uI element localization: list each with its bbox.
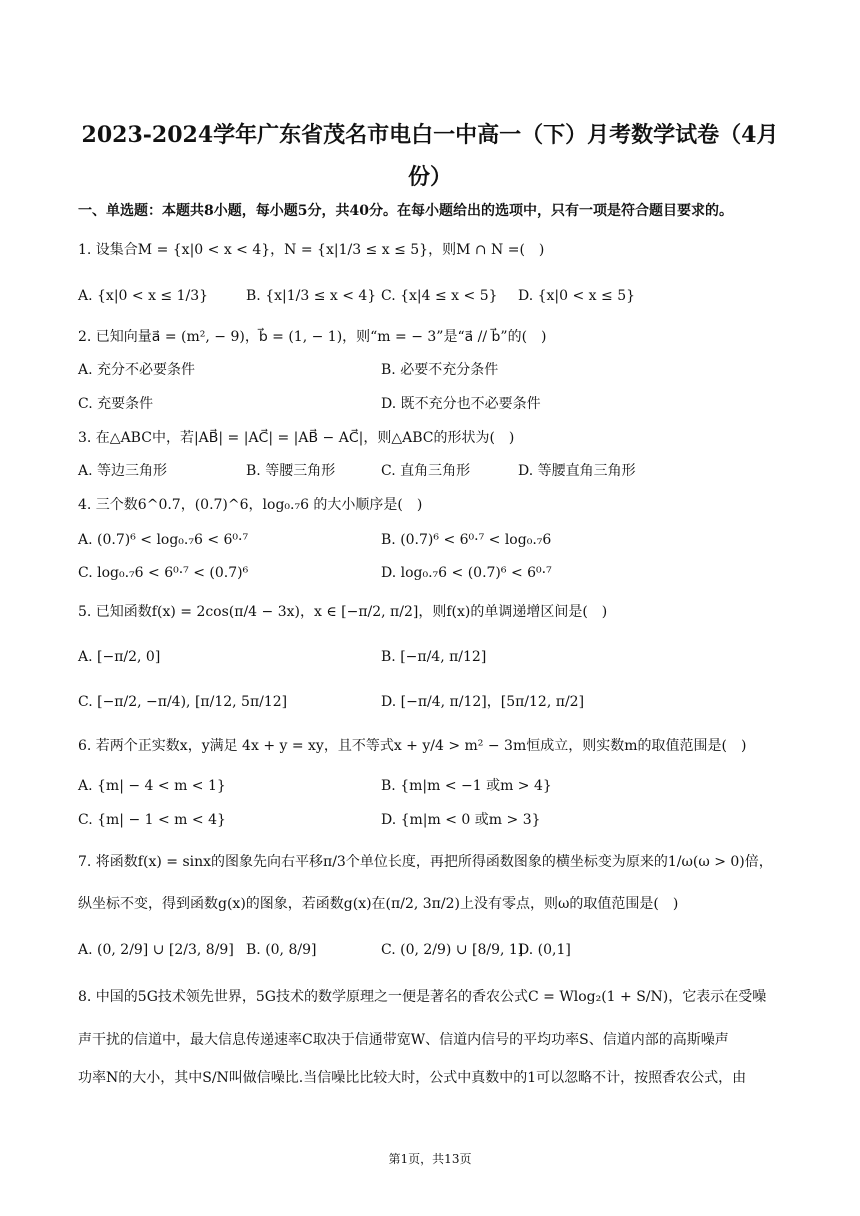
q2-option-b: B. 必要不充分条件 [381,362,499,378]
q3-option-b: B. 等腰三角形 [246,463,336,479]
question-8-line-3: 功率N的大小，其中S/N叫做信噪比.当信噪比比较大时，公式中真数中的1可以忽略不计，按照香农公式，由 [78,1070,747,1086]
q4-option-c: C. log₀.₇6 < 6⁰·⁷ < (0.7)⁶ [78,565,249,581]
q1-option-b: B. {x|1/3 ≤ x < 4} [246,288,377,304]
question-6-stem: 6. 若两个正实数x，y满足 4x + y = xy，且不等式x + y/4 > m² − 3m恒成立，则实数m的取值范围是( ) [78,738,747,754]
q6-option-b: B. {m|m < −1 或m > 4} [381,778,552,794]
q2-option-d: D. 既不充分也不必要条件 [381,396,541,412]
question-1-stem: 1. 设集合M = {x|0 < x < 4}，N = {x|1/3 ≤ x ≤ 5}，则M ∩ N =( ) [78,242,545,258]
q2-option-a: A. 充分不必要条件 [78,362,196,378]
q3-option-a: A. 等边三角形 [78,463,168,479]
question-5-stem: 5. 已知函数f(x) = 2cos(π/4 − 3x)，x ∈ [−π/2, π/2]，则f(x)的单调递增区间是( ) [78,604,608,620]
title-line-2: 份） [407,164,452,190]
q1-option-d: D. {x|0 < x ≤ 5} [518,288,636,304]
q5-option-b: B. [−π/4, π/12] [381,649,487,665]
q1-option-c: C. {x|4 ≤ x < 5} [381,288,498,304]
q4-option-a: A. (0.7)⁶ < log₀.₇6 < 6⁰·⁷ [78,532,249,548]
q7-option-b: B. (0, 8/9] [246,942,317,958]
q5-option-a: A. [−π/2, 0] [78,649,161,665]
question-2-stem: 2. 已知向量a⃗ = (m², − 9)，b⃗ = (1, − 1)，则“m = − 3”是“a⃗ // b⃗”的( ) [78,329,547,345]
q7-option-c: C. (0, 2/9) ∪ [8/9, 1] [381,942,524,958]
page-footer: 第1页，共13页 [388,1152,472,1166]
question-8-line-2: 声干扰的信道中，最大信息传递速率C取决于信通带宽W、信道内信号的平均功率S、信道内部的高斯噪声 [78,1032,729,1048]
q4-option-b: B. (0.7)⁶ < 6⁰·⁷ < log₀.₇6 [381,532,552,548]
question-7-stem: 7. 将函数f(x) = sinx的图象先向右平移π/3个单位长度，再把所得函数图象的横坐标变为原来的1/ω(ω > 0)倍， [78,854,773,870]
question-3-stem: 3. 在△ABC中，若|AB⃗| = |AC⃗| = |AB⃗ − AC⃗|，则△ABC的形状为( ) [78,430,515,446]
question-8-line-1: 8. 中国的5G技术领先世界，5G技术的数学原理之一便是著名的香农公式C = Wlog₂(1 + S/N)，它表示在受噪 [78,989,767,1005]
q3-option-c: C. 直角三角形 [381,463,471,479]
q7-option-d: D. (0,1] [518,942,571,958]
q5-option-c: C. [−π/2, −π/4), [π/12, 5π/12] [78,694,288,710]
exam-title [70,114,790,198]
q2-option-c: C. 充要条件 [78,396,154,412]
q6-option-d: D. {m|m < 0 或m > 3} [381,812,541,828]
title-line-1: 2023-2024学年广东省茂名市电白一中高一（下）月考数学试卷（4月 [81,122,779,148]
section-heading: 一、单选题：本题共8小题，每小题5分，共40分。在每小题给出的选项中，只有一项是符合题目要求的。 [78,203,733,219]
q3-option-d: D. 等腰直角三角形 [518,463,636,479]
q4-option-d: D. log₀.₇6 < (0.7)⁶ < 6⁰·⁷ [381,565,552,581]
question-4-stem: 4. 三个数6^0.7，(0.7)^6，log₀.₇6 的大小顺序是( ) [78,497,423,513]
q1-option-a: A. {x|0 < x ≤ 1/3} [78,288,209,304]
q6-option-c: C. {m| − 1 < m < 4} [78,812,226,828]
question-7-stem-line-2: 纵坐标不变，得到函数g(x)的图象，若函数g(x)在(π/2, 3π/2)上没有零点，则ω的取值范围是( ) [78,896,679,912]
q5-option-d: D. [−π/4, π/12]，[5π/12, π/2] [381,694,585,710]
q6-option-a: A. {m| − 4 < m < 1} [78,778,226,794]
q7-option-a: A. (0, 2/9] ∪ [2/3, 8/9] [78,942,234,958]
